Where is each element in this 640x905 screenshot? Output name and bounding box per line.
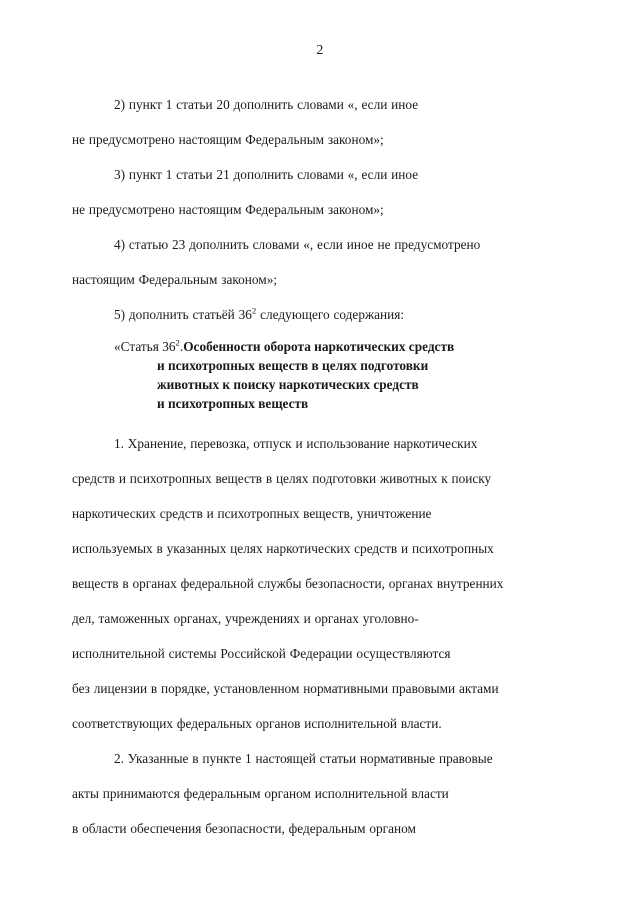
paragraph-clause-2-line-2 bbox=[72, 777, 568, 810]
paragraph-item-4 bbox=[72, 228, 568, 261]
article-heading-line-1: Особенности оборота наркотических средств bbox=[183, 339, 455, 354]
paragraph-line: 1. Хранение, перевозка, отпуск и использование наркотических bbox=[114, 436, 478, 451]
paragraph-item-2-continued bbox=[72, 123, 568, 156]
paragraph-line: не предусмотрено настоящим Федеральным законом»; bbox=[72, 132, 384, 147]
paragraph-item-3 bbox=[72, 158, 568, 191]
paragraph-line: не предусмотрено настоящим Федеральным законом»; bbox=[72, 202, 384, 217]
paragraph-line: 2. Указанные в пункте 1 настоящей статьи нормативные правовые bbox=[114, 751, 493, 766]
paragraph-clause-2-line-3 bbox=[72, 812, 568, 845]
paragraph-line: исполнительной системы Российской Федерации осуществляются bbox=[72, 646, 451, 661]
paragraph-line: наркотических средств и психотропных веществ, уничтожение bbox=[72, 506, 432, 521]
article-heading-first-line bbox=[72, 337, 568, 356]
article-heading-line-4: и психотропных веществ bbox=[157, 396, 309, 411]
paragraph-clause-1-line-8 bbox=[72, 672, 568, 705]
paragraph-clause-1-line-2 bbox=[72, 462, 568, 495]
paragraph-line: 3) пункт 1 статьи 21 дополнить словами «, если иное bbox=[114, 167, 419, 182]
paragraph-clause-1 bbox=[72, 427, 568, 460]
article-heading-line-3: животных к поиску наркотических средств bbox=[157, 377, 419, 392]
page-number: 2 bbox=[316, 43, 324, 58]
paragraph-clause-1-line-3 bbox=[72, 497, 568, 530]
spacer bbox=[72, 417, 568, 427]
paragraph-clause-1-line-7 bbox=[72, 637, 568, 670]
paragraph-line: акты принимаются федеральным органом исполнительной власти bbox=[72, 786, 449, 801]
paragraph-line: 4) статью 23 дополнить словами «, если иное не предусмотрено bbox=[114, 237, 481, 252]
paragraph-line: настоящим Федеральным законом»; bbox=[72, 272, 278, 287]
article-heading-lead bbox=[114, 337, 183, 356]
paragraph-line: в области обеспечения безопасности, федеральным органом bbox=[72, 821, 416, 836]
paragraph-line: используемых в указанных целях наркотических средств и психотропных bbox=[72, 541, 494, 556]
paragraph-clause-1-line-4 bbox=[72, 532, 568, 565]
paragraph-line: без лицензии в порядке, установленном нормативными правовыми актами bbox=[72, 681, 499, 696]
paragraph-item-3-continued bbox=[72, 193, 568, 226]
paragraph-item-2 bbox=[72, 88, 568, 121]
paragraph-line: соответствующих федеральных органов исполнительной власти. bbox=[72, 716, 442, 731]
article-heading bbox=[72, 337, 568, 413]
paragraph-line: дел, таможенных органах, учреждениях и органах уголовно- bbox=[72, 611, 419, 626]
article-heading-lead-text: «Статья 36 bbox=[114, 339, 176, 354]
paragraph-item-4-continued bbox=[72, 263, 568, 296]
paragraph-clause-1-line-9 bbox=[72, 707, 568, 740]
article-heading-line-2: и психотропных веществ в целях подготовки bbox=[157, 358, 429, 373]
paragraph-line: 2) пункт 1 статьи 20 дополнить словами «, если иное bbox=[114, 97, 419, 112]
paragraph-clause-1-line-6 bbox=[72, 602, 568, 635]
article-heading-lead-after: . bbox=[179, 339, 184, 354]
paragraph-clause-1-line-5 bbox=[72, 567, 568, 600]
article-superscript: 2 bbox=[251, 305, 257, 316]
paragraph-clause-2 bbox=[72, 742, 568, 775]
paragraph-line: веществ в органах федеральной службы безопасности, органах внутренних bbox=[72, 576, 504, 591]
paragraph-item-5 bbox=[72, 298, 568, 331]
article-heading-superscript: 2 bbox=[175, 337, 180, 348]
paragraph-line: 5) дополнить статьёй 36 bbox=[114, 307, 252, 322]
paragraph-line: средств и психотропных веществ в целях подготовки животных к поиску bbox=[72, 471, 492, 486]
paragraph-line-after: следующего содержания: bbox=[256, 307, 405, 322]
